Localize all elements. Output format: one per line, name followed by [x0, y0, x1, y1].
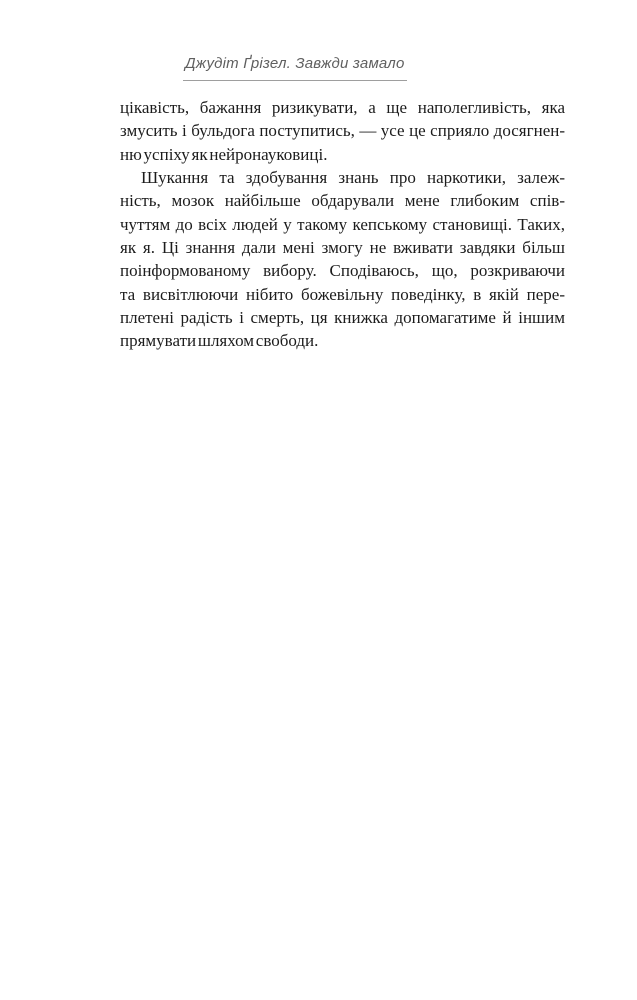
- body-text: [120, 96, 565, 353]
- text-line: цікавість, бажання ризикувати, а ще наполегливість, яка: [120, 98, 565, 117]
- text-line: прямувати шляхом свободи.: [120, 331, 319, 351]
- text-line: чуттям до всіх людей у такому кепському становищі. Таких,: [120, 214, 565, 234]
- running-header: [183, 53, 407, 81]
- paragraph: [120, 96, 565, 166]
- text-line: як я. Ці знання дали мені змогу не вживати завдяки більш: [120, 238, 565, 258]
- running-title: Джудіт Ґрізел. Завжди замало: [183, 53, 407, 81]
- text-line: та висвітлюючи нібито божевільну поведінку, в якій пере-: [120, 284, 565, 304]
- text-line: Шукання та здобування знань про наркотики, залеж-: [141, 168, 565, 188]
- paragraph: [120, 166, 565, 353]
- text-line: плетені радість і смерть, ця книжка допомагатиме й іншим: [120, 308, 565, 328]
- text-line: ність, мозок найбільше обдарували мене глибоким спів-: [120, 191, 565, 211]
- text-line: поінформованому вибору. Сподіваюсь, що, розкриваючи: [120, 261, 565, 281]
- text-line: змусить і бульдога поступитись, — усе це сприяло досягнен-: [120, 121, 565, 141]
- text-line: ню успіху як нейронауковиці.: [120, 144, 328, 164]
